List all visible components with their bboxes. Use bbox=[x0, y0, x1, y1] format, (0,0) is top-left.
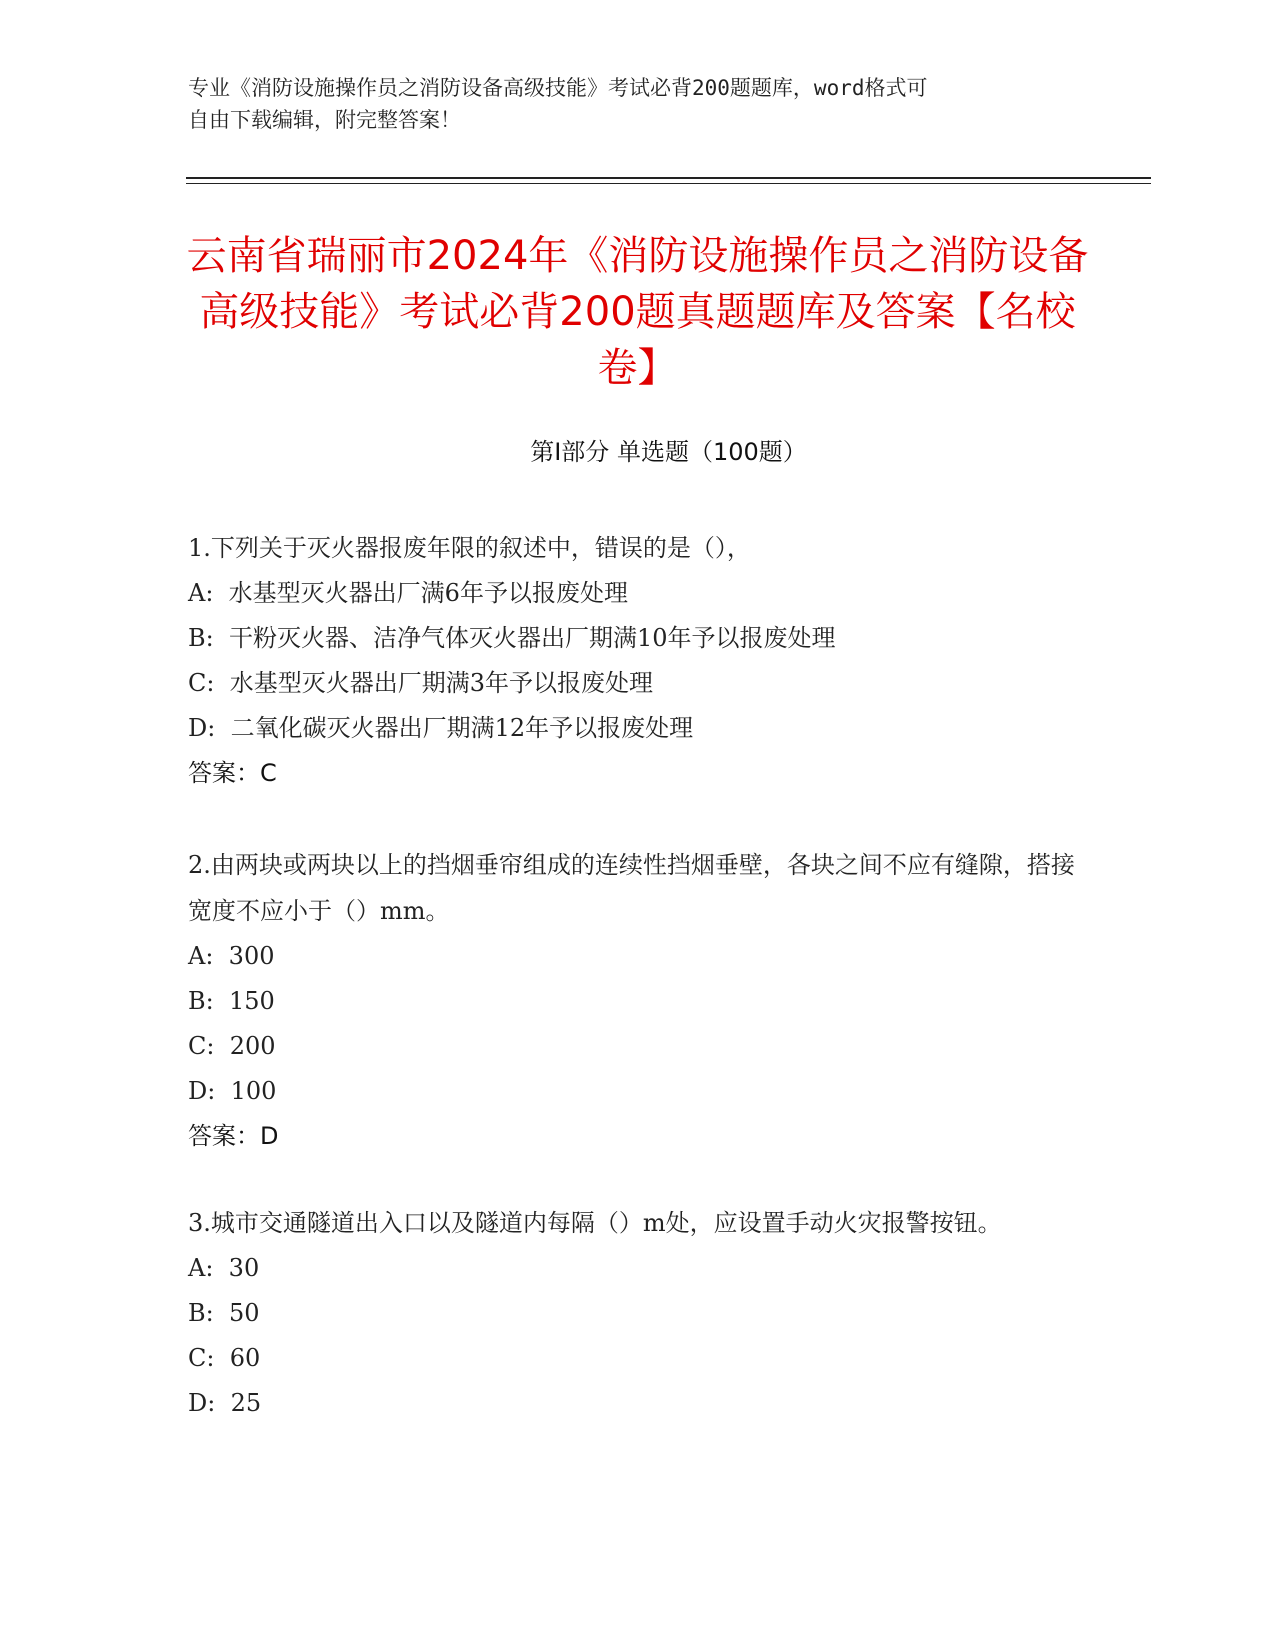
header-note: 专业《消防设施操作员之消防设备高级技能》考试必背200题题库，word格式可 自由下载编辑，附完整答案！ bbox=[188, 76, 928, 132]
option-c: C: 200 bbox=[188, 1032, 276, 1060]
option-d: D: 100 bbox=[188, 1077, 277, 1105]
section-heading: 第I部分 单选题（100题） bbox=[530, 438, 807, 466]
option-c: C: 水基型灭火器出厂期满3年予以报废处理 bbox=[188, 669, 653, 697]
option-b: B: 150 bbox=[188, 987, 275, 1015]
question-3 bbox=[188, 1200, 1088, 1426]
option-b: B: 干粉灭火器、洁净气体灭火器出厂期满10年予以报废处理 bbox=[188, 624, 836, 652]
question-1 bbox=[188, 525, 1088, 796]
option-a: A: 水基型灭火器出厂满6年予以报废处理 bbox=[188, 579, 628, 607]
question-stem: 2.由两块或两块以上的挡烟垂帘组成的连续性挡烟垂壁，各块之间不应有缝隙，搭接宽度不应小于（）mm。 bbox=[188, 851, 1075, 925]
option-b: B: 50 bbox=[188, 1299, 260, 1327]
question-2 bbox=[188, 842, 1088, 1159]
question-stem: 1.下列关于灭火器报废年限的叙述中，错误的是（）， bbox=[188, 534, 751, 562]
option-d: D: 二氧化碳灭火器出厂期满12年予以报废处理 bbox=[188, 714, 694, 742]
document-title: 云南省瑞丽市2024年《消防设施操作员之消防设备高级技能》考试必背200题真题题库及答案【名校卷】 bbox=[186, 233, 1089, 391]
answer: 答案：D bbox=[188, 1122, 279, 1150]
option-c: C: 60 bbox=[188, 1344, 261, 1372]
option-a: A: 30 bbox=[188, 1254, 260, 1282]
header-divider-thin bbox=[186, 183, 1151, 184]
answer: 答案：C bbox=[188, 759, 277, 787]
option-a: A: 300 bbox=[188, 942, 275, 970]
header-divider-thick bbox=[186, 177, 1151, 179]
question-stem: 3.城市交通隧道出入口以及隧道内每隔（）m处，应设置手动火灾报警按钮。 bbox=[188, 1209, 1002, 1237]
option-d: D: 25 bbox=[188, 1389, 262, 1417]
